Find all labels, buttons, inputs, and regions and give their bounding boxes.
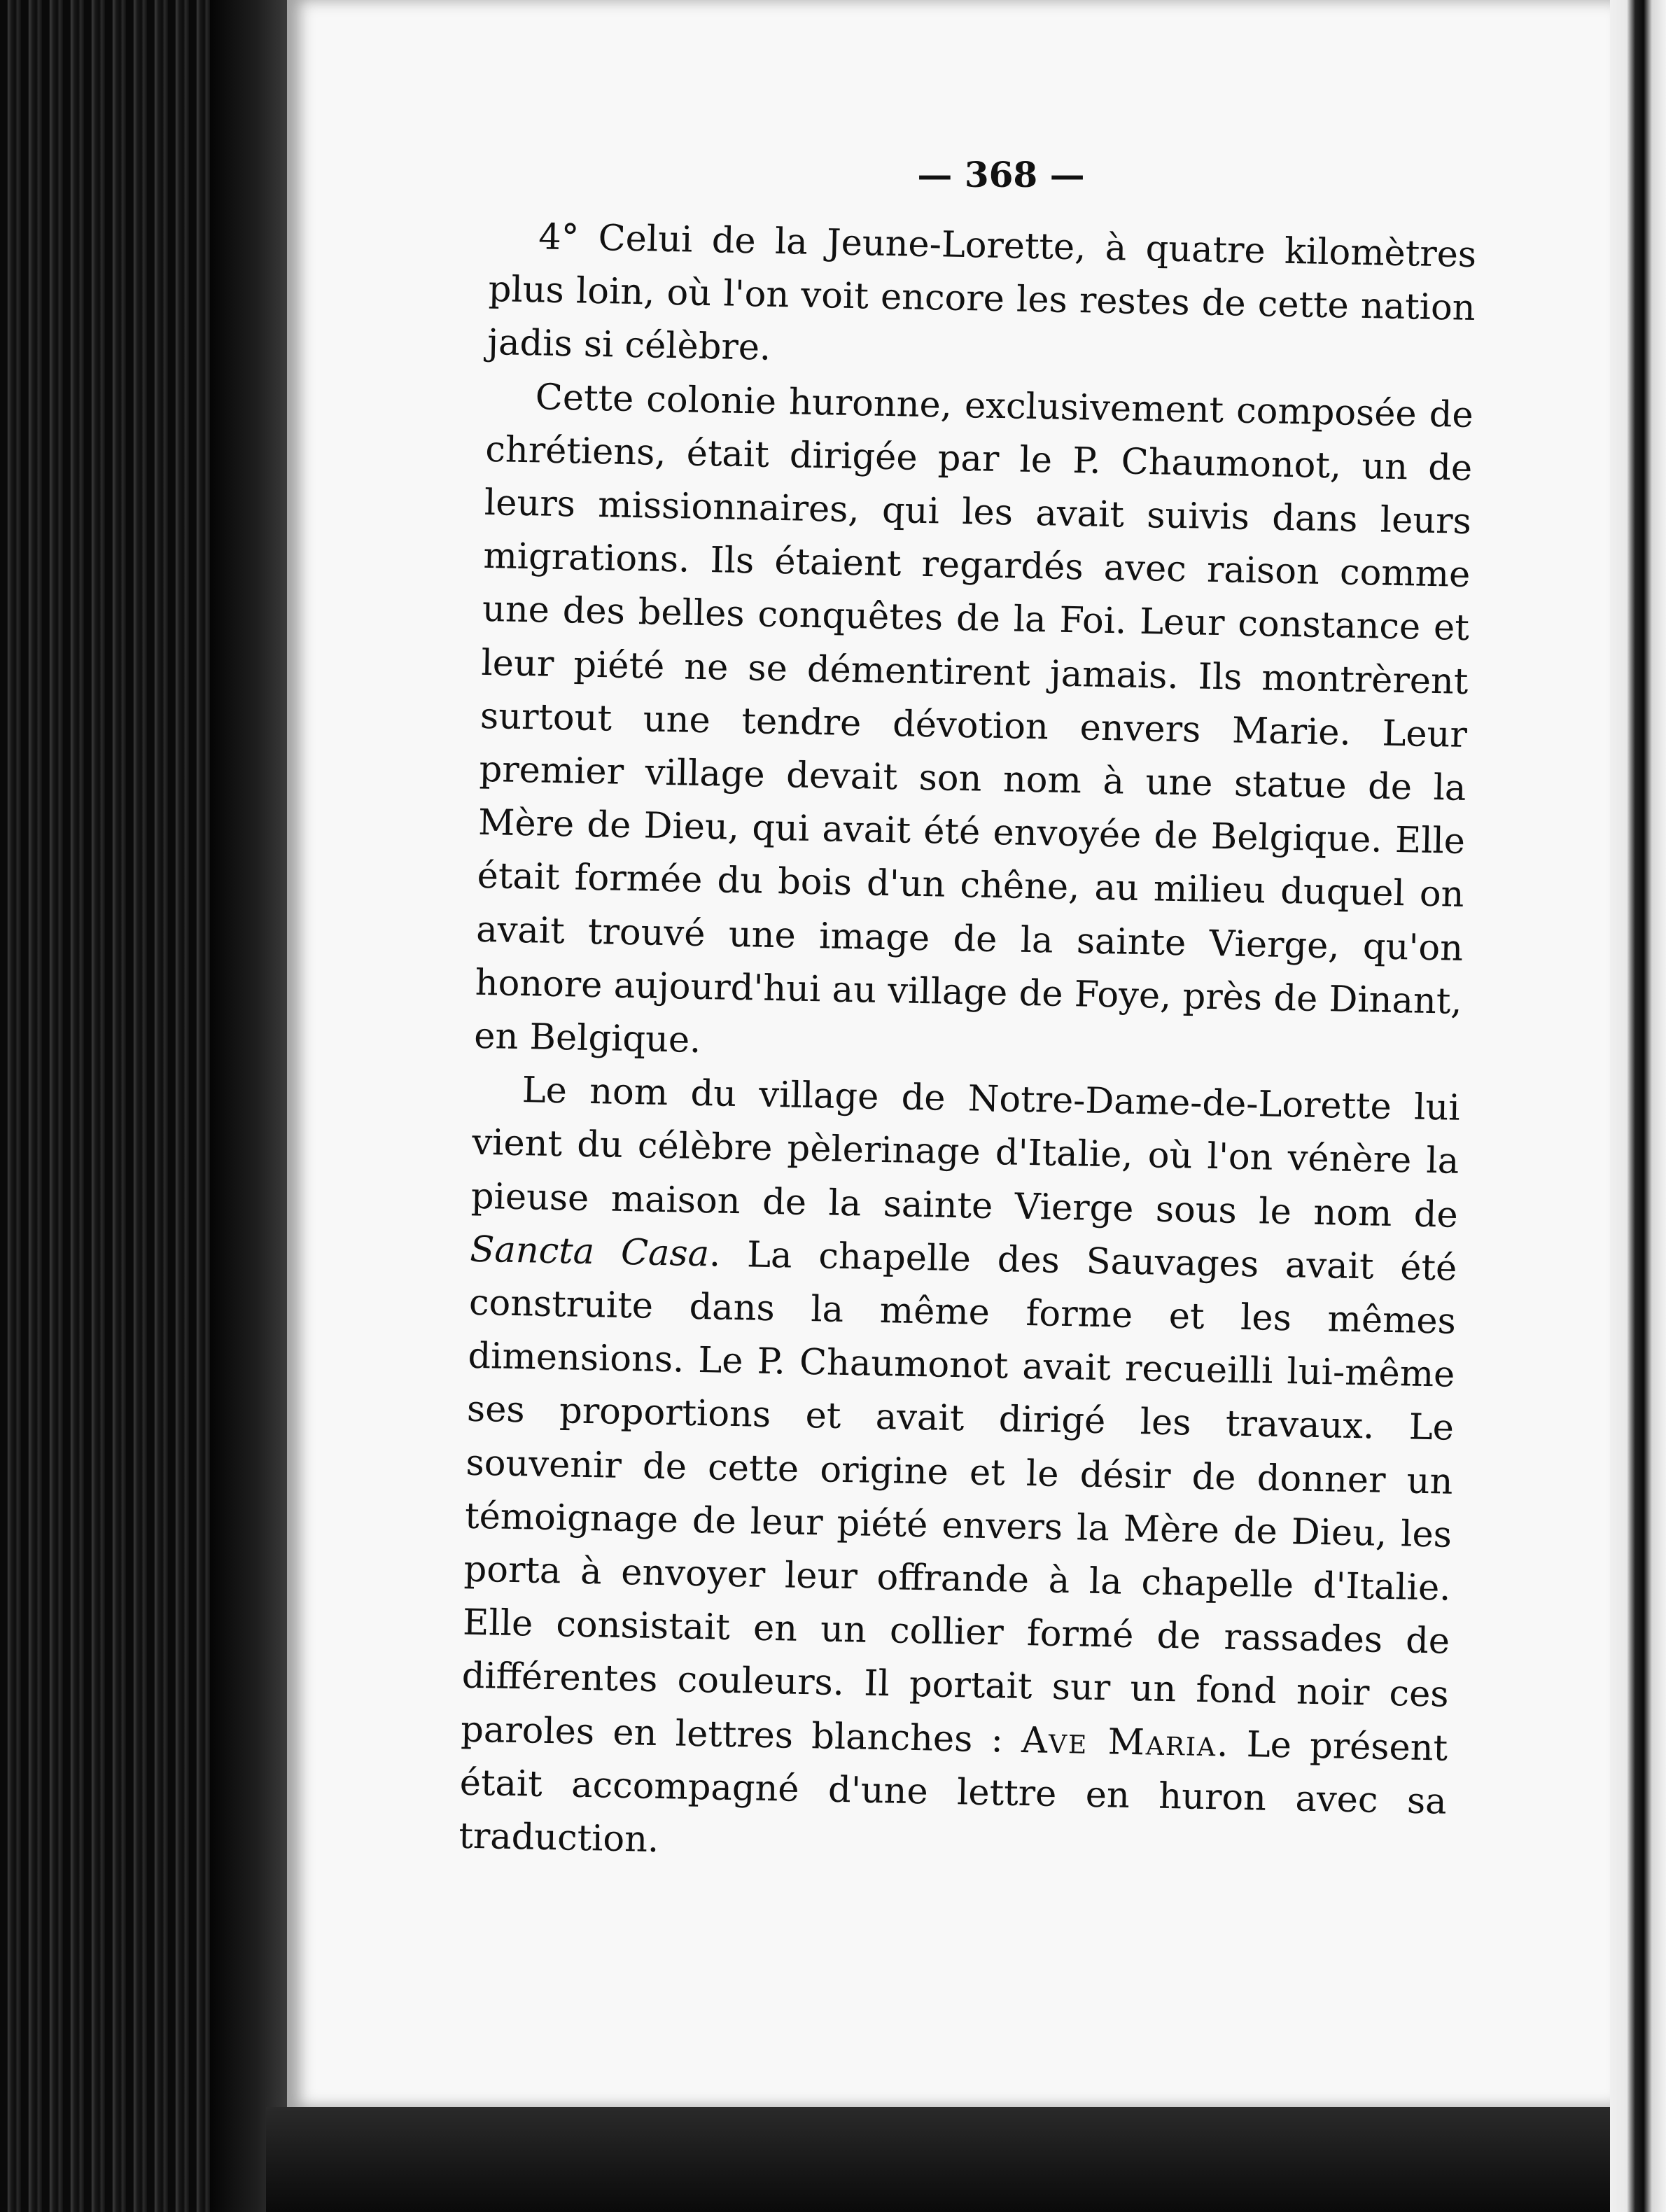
- paragraph-3-text-a: Le nom du village de Notre-Dame-de-Lorette lui vient du célèbre pèlerinage d'Italie, où l'on vénère la pieuse maison de la sainte Vierge sous le nom de: [470, 1070, 1461, 1236]
- italic-term: Sancta Casa: [469, 1228, 710, 1275]
- paragraph-1: 4° Celui de la Jeune-Lorette, à quatre kilomètres plus loin, où l'on voit encore les restes de cette nation jadis si célèbre.: [486, 216, 1477, 370]
- page-right-edge: [1610, 0, 1666, 2212]
- page-number: — 368 —: [917, 154, 1085, 195]
- page-text: [458, 210, 1477, 1882]
- paragraph-2: Cette colonie huronne, exclusivement composée de chrétiens, était dirigée par le P. Chaumonot, un de leurs missionnaires, qui les avait suivis dans leurs migrations. Ils étaient regardés avec raison comme une des belles conquêtes de la Foi. Leur constance et leur piété ne se démentirent jamais. Ils montrèrent surtout une tendre dévotion envers Marie. Leur premier village devait son nom à une statue de la Mère de Dieu, qui avait été envoyée de Belgique. Elle était formée du bois d'un chêne, au milieu duquel on avait trouvé une image de la sainte Vierge, qu'on honore aujourd'hui au village de Foye, près de Dinant, en Belgique.: [473, 376, 1474, 1062]
- paragraph-3-text-b: . La chapelle des Sauvages avait été construite dans la même forme et les mêmes dimensions. Le P. Chaumonot avait recueilli lui-même ses proportions et avait dirigé les travaux. Le souvenir de cette origine et le désir de donner un témoignage de leur piété envers la Mère de Dieu, les porta à envoyer leur offrande à la chapelle d'Italie. Elle consistait en un collier formé de rassades de différentes couleurs. Il portait sur un fond noir ces paroles en lettres blanches :: [460, 1233, 1457, 1761]
- book-gutter-shadow: [210, 0, 287, 2212]
- paragraph-3: [458, 1063, 1461, 1882]
- page-bottom-shadow: [266, 2107, 1666, 2212]
- paragraph-3-text-c: . Le présent était accompagné d'une lettre en huron avec sa traduction.: [458, 1723, 1448, 1861]
- small-caps-phrase: Ave Maria: [1021, 1719, 1217, 1765]
